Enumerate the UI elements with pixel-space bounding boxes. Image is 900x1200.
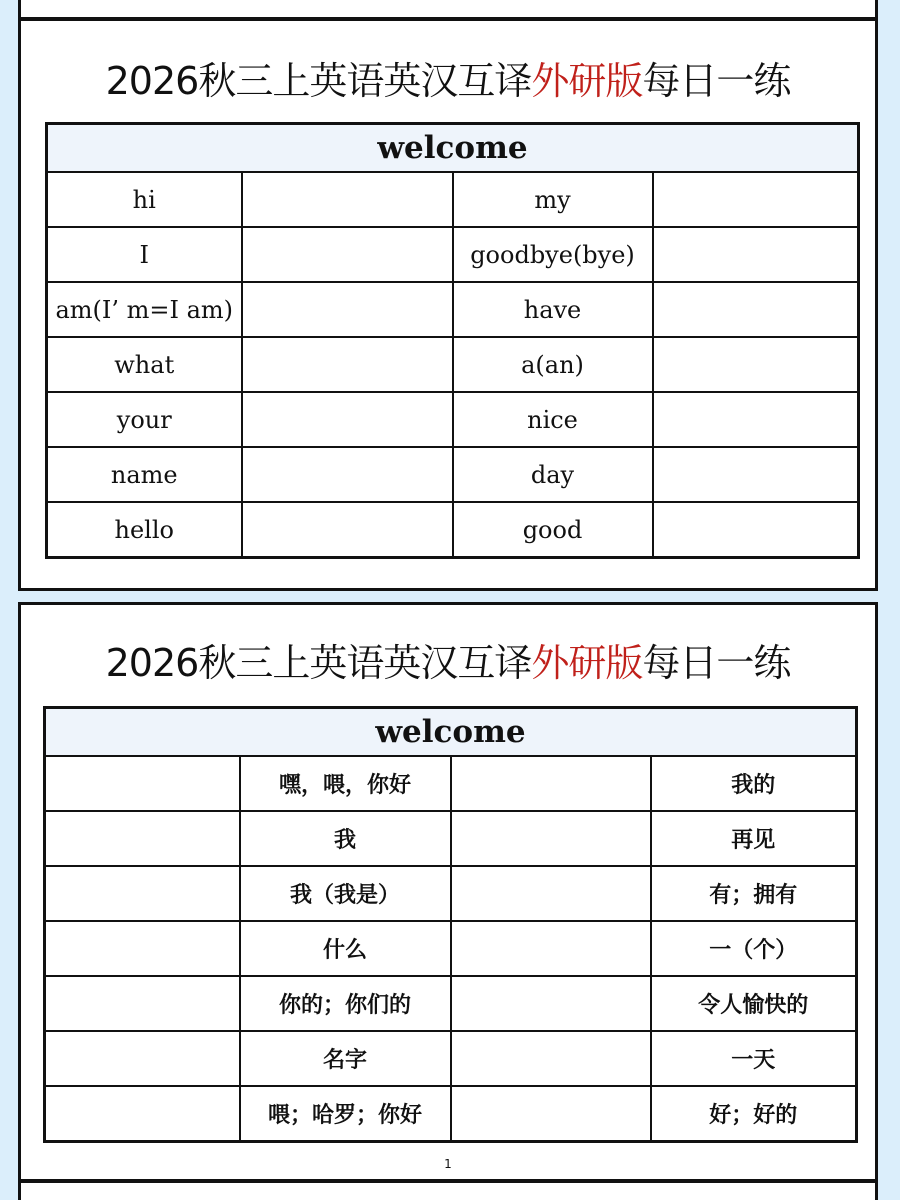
table-row: [47, 502, 859, 558]
word-cell: day: [453, 447, 653, 502]
worksheet-chinese-to-english: [18, 602, 878, 1182]
word-cell: 什么: [240, 921, 451, 976]
table-row: [45, 1031, 857, 1086]
word-cell: good: [453, 502, 653, 558]
title-accent: 外研版: [531, 59, 643, 103]
word-cell: hi: [47, 172, 242, 227]
word-cell: 名字: [240, 1031, 451, 1086]
table-row: [45, 1086, 857, 1142]
word-cell: what: [47, 337, 242, 392]
answer-cell[interactable]: [45, 976, 240, 1031]
answer-cell[interactable]: [242, 172, 453, 227]
word-cell: 我: [240, 811, 451, 866]
title-suffix: 每日一练: [642, 641, 791, 685]
answer-cell[interactable]: [242, 227, 453, 282]
word-cell: 有；拥有: [651, 866, 857, 921]
word-cell: 再见: [651, 811, 857, 866]
answer-cell[interactable]: [653, 337, 859, 392]
word-cell: 我的: [651, 756, 857, 811]
answer-cell[interactable]: [451, 1086, 651, 1142]
answer-cell[interactable]: [653, 502, 859, 558]
vocabulary-table: [43, 706, 858, 1143]
word-cell: have: [453, 282, 653, 337]
table-row: [47, 392, 859, 447]
answer-cell[interactable]: [653, 392, 859, 447]
answer-cell[interactable]: [451, 866, 651, 921]
table-row: [47, 447, 859, 502]
title-prefix: 2026秋三上英语英汉互译: [105, 59, 532, 103]
answer-cell[interactable]: [45, 1031, 240, 1086]
previous-sheet-edge: [18, 0, 878, 20]
answer-cell[interactable]: [653, 447, 859, 502]
answer-cell[interactable]: [242, 337, 453, 392]
answer-cell[interactable]: [451, 756, 651, 811]
table-row: [45, 811, 857, 866]
answer-cell[interactable]: [653, 227, 859, 282]
unit-header: welcome: [45, 708, 857, 757]
answer-cell[interactable]: [242, 282, 453, 337]
answer-cell[interactable]: [242, 447, 453, 502]
page-number: 1: [444, 1157, 452, 1171]
vocabulary-table: [45, 122, 860, 559]
word-cell: I: [47, 227, 242, 282]
answer-cell[interactable]: [45, 756, 240, 811]
next-sheet-edge: [18, 1180, 878, 1200]
table-row: [47, 172, 859, 227]
word-cell: goodbye(bye): [453, 227, 653, 282]
table-row: [47, 282, 859, 337]
word-cell: 好；好的: [651, 1086, 857, 1142]
word-cell: 一天: [651, 1031, 857, 1086]
table-row: [45, 756, 857, 811]
word-cell: 喂；哈罗；你好: [240, 1086, 451, 1142]
answer-cell[interactable]: [653, 282, 859, 337]
unit-header: welcome: [47, 124, 859, 173]
title-accent: 外研版: [531, 641, 643, 685]
word-cell: your: [47, 392, 242, 447]
title-suffix: 每日一练: [642, 59, 791, 103]
answer-cell[interactable]: [451, 1031, 651, 1086]
word-cell: my: [453, 172, 653, 227]
table-row: [45, 921, 857, 976]
answer-cell[interactable]: [653, 172, 859, 227]
word-cell: a(an): [453, 337, 653, 392]
answer-cell[interactable]: [45, 811, 240, 866]
word-cell: name: [47, 447, 242, 502]
word-cell: am(I’ m=I am): [47, 282, 242, 337]
answer-cell[interactable]: [451, 811, 651, 866]
table-row: [45, 976, 857, 1031]
worksheet-title: [21, 641, 875, 685]
word-cell: 嘿，喂，你好: [240, 756, 451, 811]
word-cell: 一（个）: [651, 921, 857, 976]
answer-cell[interactable]: [451, 921, 651, 976]
worksheet-english-to-chinese: [18, 18, 878, 591]
worksheet-title: [21, 59, 875, 103]
table-row: [47, 337, 859, 392]
answer-cell[interactable]: [451, 976, 651, 1031]
answer-cell[interactable]: [45, 866, 240, 921]
word-cell: 你的；你们的: [240, 976, 451, 1031]
answer-cell[interactable]: [242, 502, 453, 558]
word-cell: 令人愉快的: [651, 976, 857, 1031]
word-cell: 我（我是）: [240, 866, 451, 921]
word-cell: nice: [453, 392, 653, 447]
answer-cell[interactable]: [45, 921, 240, 976]
table-row: [45, 866, 857, 921]
answer-cell[interactable]: [45, 1086, 240, 1142]
answer-cell[interactable]: [242, 392, 453, 447]
word-cell: hello: [47, 502, 242, 558]
table-row: [47, 227, 859, 282]
title-prefix: 2026秋三上英语英汉互译: [105, 641, 532, 685]
